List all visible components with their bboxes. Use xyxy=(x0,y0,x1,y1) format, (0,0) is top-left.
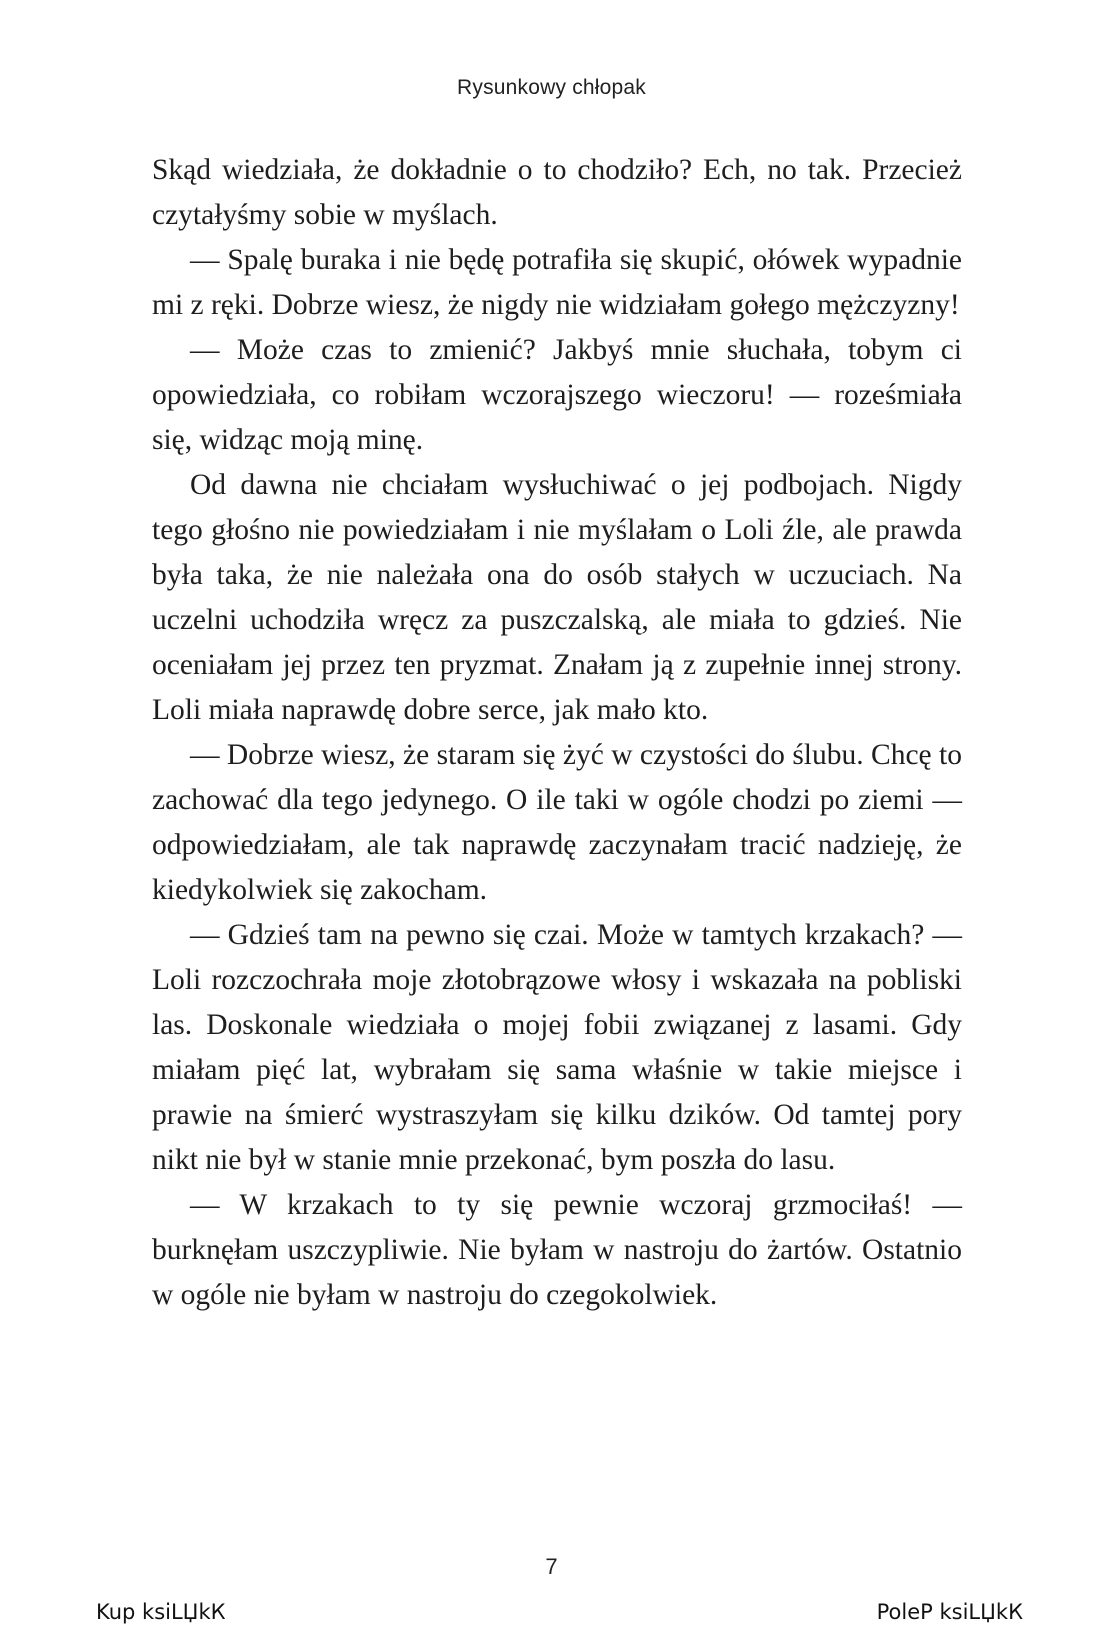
paragraph: — Może czas to zmienić? Jakbyś mnie słuchała, tobym ci opowiedziała, co robiłam wczorajszego wieczoru! — roześmiała się, widząc moją minę. xyxy=(152,334,962,456)
paragraph: Od dawna nie chciałam wysłuchiwać o jej podbojach. Nigdy tego głośno nie powiedziałam i nie myślałam o Loli źle, ale prawda była taka, że nie należała ona do osób stałych w uczuciach. Na uczelni uchodziła wręcz za puszczalską, ale miała to gdzieś. Nie oceniałam jej przez ten pryzmat. Znałam ją z zupełnie innej strony. Loli miała naprawdę dobre serce, jak mało kto. xyxy=(152,469,962,726)
page-number: 7 xyxy=(545,1554,558,1579)
paragraph: Skąd wiedziała, że dokładnie o to chodziło? Ech, no tak. Przecież czytałyśmy sobie w myślach. xyxy=(152,154,962,231)
running-title: Rysunkowy chłopak xyxy=(457,76,646,99)
body-text xyxy=(152,148,962,1318)
paragraph: — W krzakach to ty się pewnie wczoraj grzmociłaś! — burknęłam uszczypliwie. Nie byłam w nastroju do żartów. Ostatnio w ogóle nie byłam w nastroju do czegokolwiek. xyxy=(152,1189,962,1311)
recommend-book-link[interactable]: PoleP ksiLЏkК xyxy=(876,1600,1023,1624)
buy-book-link[interactable]: Kup ksiLЏkК xyxy=(96,1600,226,1624)
paragraph: — Gdzieś tam na pewno się czai. Może w tamtych krzakach? — Loli rozczochrała moje złotobrązowe włosy i wskazała na pobliski las. Doskonale wiedziała o mojej fobii związanej z lasami. Gdy miałam pięć lat, wybrałam się sama właśnie w takie miejsce i prawie na śmierć wystraszyłam się kilku dzików. Od tamtej pory nikt nie był w stanie mnie przekonać, bym poszła do lasu. xyxy=(152,919,962,1176)
paragraph: — Spalę buraka i nie będę potrafiła się skupić, ołówek wypadnie mi z ręki. Dobrze wiesz, że nigdy nie widziałam gołego mężczyzny! xyxy=(152,244,962,321)
paragraph: — Dobrze wiesz, że staram się żyć w czystości do ślubu. Chcę to zachować dla tego jedynego. O ile taki w ogóle chodzi po ziemi — odpowiedziałam, ale tak naprawdę zaczynałam tracić nadzieję, że kiedykolwiek się zakocham. xyxy=(152,739,962,906)
